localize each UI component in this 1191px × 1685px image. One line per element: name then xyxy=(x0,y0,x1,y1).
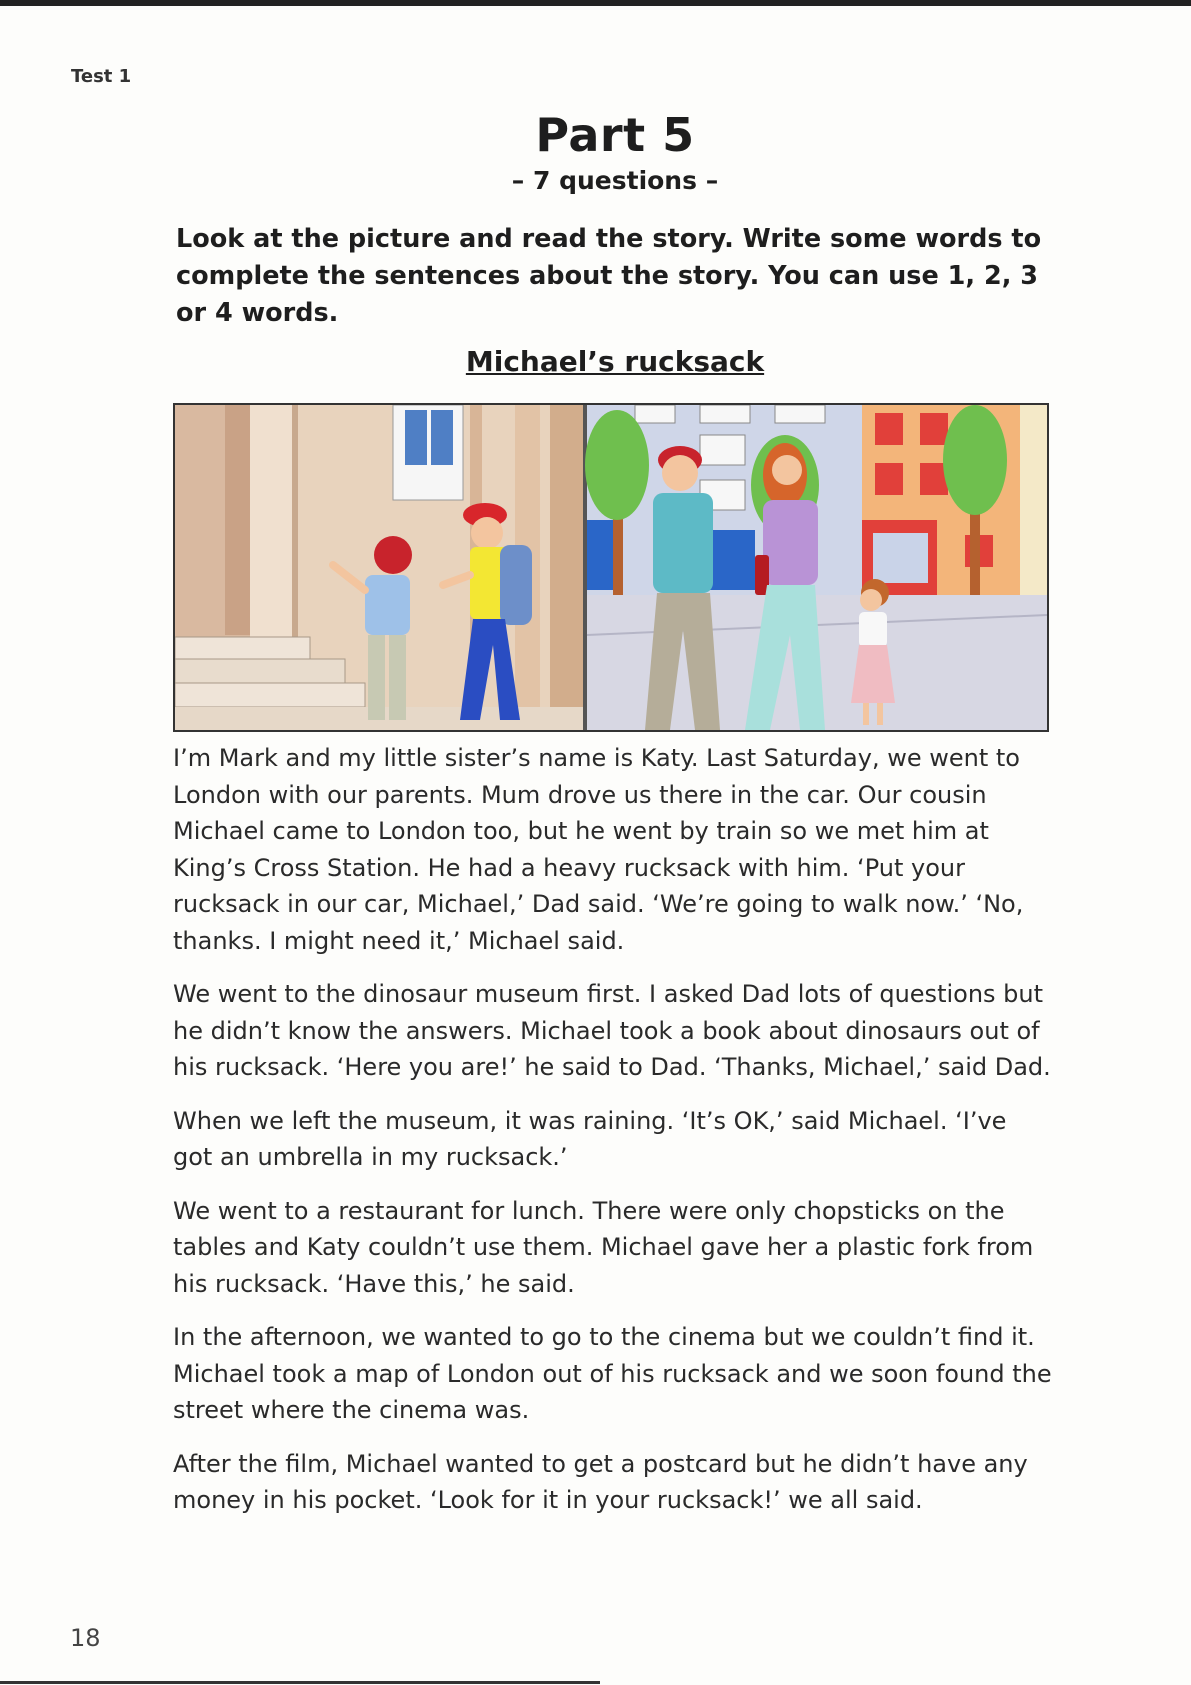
page-number: 18 xyxy=(70,1624,101,1652)
story-illustration xyxy=(173,403,1049,732)
story-text xyxy=(173,740,1053,1536)
instructions: Look at the picture and read the story. Write some words to complete the sentences about the story. You can use 1, 2, 3 or 4 words. xyxy=(176,224,1042,328)
story-paragraph: We went to a restaurant for lunch. There were only chopsticks on the tables and Katy couldn’t use them. Michael gave her a plastic fork from his rucksack. ‘Have this,’ he said. xyxy=(173,1196,1034,1298)
story-paragraph: We went to the dinosaur museum first. I asked Dad lots of questions but he didn’t know the answers. Michael took a book about dinosaurs out of his rucksack. ‘Here you are!’ he said to Dad. ‘Thanks, Michael,’ said Dad. xyxy=(173,980,1051,1081)
story-paragraph: After the film, Michael wanted to get a postcard but he didn’t have any money in his pocket. ‘Look for it in your rucksack!’ we all said. xyxy=(173,1449,1028,1514)
street-scene xyxy=(585,405,1047,730)
station-scene xyxy=(175,405,585,730)
story-paragraph: In the afternoon, we wanted to go to the cinema but we couldn’t find it. Michael took a map of London out of his rucksack and we soon found the street where the cinema was. xyxy=(173,1323,1052,1424)
bottom-rule xyxy=(0,1681,600,1684)
page-title: Part 5 xyxy=(535,108,695,162)
top-rule xyxy=(0,0,1191,6)
question-count: – 7 questions – xyxy=(511,166,719,195)
story-paragraph: I’m Mark and my little sister’s name is Katy. Last Saturday, we went to London with our parents. Mum drove us there in the car. Our cousin Michael came to London too, but he went by train so we met him at King’s Cross Station. He had a heavy rucksack with him. ‘Put your rucksack in our car, Michael,’ Dad said. ‘We’re going to walk now.’ ‘No, thanks. I might need it,’ Michael said. xyxy=(173,744,1024,955)
story-title: Michael’s rucksack xyxy=(465,345,765,378)
story-paragraph: When we left the museum, it was raining. ‘It’s OK,’ said Michael. ‘I’ve got an umbrella in my rucksack.’ xyxy=(173,1106,1007,1171)
running-head: Test 1 xyxy=(71,66,132,87)
